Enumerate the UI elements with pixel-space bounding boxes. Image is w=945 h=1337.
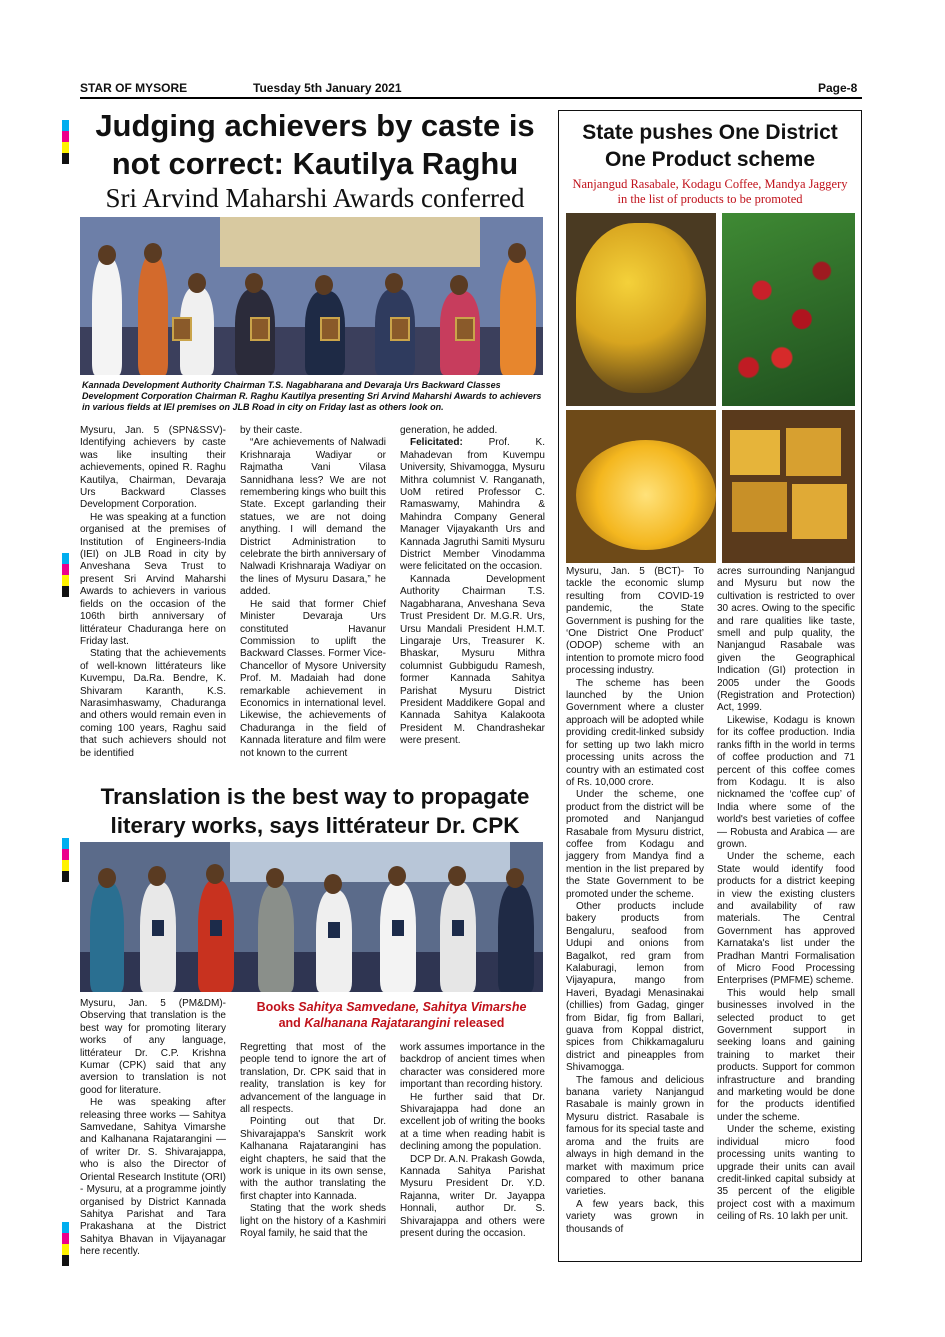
header-rule: [80, 97, 862, 99]
story3-headline-line1: State pushes One District: [582, 121, 838, 144]
paragraph: Under the scheme, existing individual micro food processing units wanting to upgrade their units can avail credit-linked capital subsidy at 35 percent of the eligible project cost with a maximum ceiling of Rs. 10 lakh per unit.: [717, 1124, 855, 1223]
story1-headline-line1: Judging achievers by caste is: [95, 108, 535, 143]
paragraph: He was speaking after releasing three works — Sahitya Samvedane, Sahitya Vimarshe and Kalhanana Rajatarangini — of writer Dr. S. Shivarajappa, who is also the Director of Oriental Research Institute (ORI) - Mysuru, at a programme jointly organised by District Kannada Sahitya Parishat and Tara Prakashana at the District Sahitya Bhavan in Vijayanagar here recently.: [80, 1097, 226, 1258]
story3-headline-line2: One Product scheme: [604, 148, 816, 171]
story1-headline-line2: not correct: Kautilya Raghu: [111, 146, 519, 181]
story1-column-1: [80, 425, 226, 760]
paragraph: Mysuru, Jan. 5 (SPN&SSV)- Identifying achievers by caste was like insulting their achievements, opined R. Raghu Kautilya, Chairman, Devaraja Urs Backward Classes Development Corporation.: [80, 425, 226, 511]
paragraph: This would help small businesses involved in the selected product to get Government support in seeking loans and gaining training to market their products. Support for common infrastructure and branding and marketing would be done for the products identified under the scheme.: [717, 987, 855, 1123]
jaggery-boiling-photo: [566, 410, 716, 563]
story3-subheadline: [560, 177, 860, 207]
paragraph: generation, he added.: [400, 425, 498, 436]
paragraph: work assumes importance in the backdrop of ancient times when character was considered more important than recording history.: [400, 1042, 545, 1091]
paragraph: The scheme has been launched by the Union Government where a cluster approach will be adopted while providing credit-linked subsidy for setting up two lakh micro processing units across the country with an estimated cost of Rs. 10,000 crore.: [566, 677, 704, 788]
story2-photo-caption: [240, 1000, 543, 1031]
caption-tail: released: [453, 1015, 505, 1030]
story3-subheadline-line1: Nanjangud Rasabale, Kodagu Coffee, Mandya Jaggery: [572, 177, 848, 191]
story3-headline: [560, 119, 860, 173]
story2-column-1: [80, 998, 226, 1259]
book-release-photo: [80, 842, 543, 992]
story2-column-2: [240, 1042, 386, 1241]
coffee-photo: [722, 213, 855, 406]
paragraph: acres surrounding Nanjangud and Mysuru but now the cultivation is restricted to over 30 acres. Owing to the specific and rare qualities like taste, smell and pulp quality, the Nanjangud Rasabale was given the Geographical Indication (GI) protection in 2005 under the Goods (Registration and Protection) Act, 1999.: [717, 566, 855, 714]
felicitated-text: Prof. K. Mahadevan from Kuvempu University, Shivamogga, Mysuru Mithra columnist V. Ranganath, UoM retired Professor C. Ramaswamy, Mahindra & Mahindra Company General Manager Vijayakanth Urs and Kannada Jagruthi Samiti Mysuru District Member Vinodamma were felicitated on the occasion.: [400, 437, 545, 573]
paragraph: DCP Dr. A.N. Prakash Gowda, Kannada Sahitya Parishat Mysuru President Dr. Y.D. Rajanna, writer Dr. Jayappa Honnali, author Dr. S. Shivarajappa and others were present during the occasion.: [400, 1153, 545, 1240]
page-number: Page-8: [818, 81, 858, 95]
story2-headline-line2: literary works, says littérateur Dr. CPK: [110, 813, 520, 838]
story3-subheadline-line2: in the list of products to be promoted: [617, 192, 803, 206]
paragraph: The famous and delicious banana variety Nanjangud Rasabale is mainly grown in Mysuru district. Rasabale is famous for its special taste and aroma and the fruits are always in high demand in the market with maximum price compared to other banana varieties.: [566, 1074, 704, 1198]
banana-photo: [566, 213, 716, 406]
story1-headline: [80, 107, 550, 183]
paper-name: STAR OF MYSORE: [80, 81, 188, 95]
story2-headline-line1: Translation is the best way to propagate: [100, 784, 530, 809]
story2-headline: [80, 782, 550, 840]
paragraph: Kannada Development Authority Chairman T.S. Nagabharana, Anveshana Seva Trust President Dr. M.G.R. Urs, Ursu Mandali President H.M.T. Lingaraje Urs, Treasurer K. Bhaskar, Mysuru Mithra columnist Gubbigudu Ramesh, former Kannada Sahitya Parishat Mysuru District President Maddikere Gopal and Kannada Sahitya Kalakoota President M. Chandrashekar were present.: [400, 573, 545, 747]
story1-subheadline: Sri Arvind Maharshi Awards conferred: [105, 183, 525, 213]
paragraph: Under the scheme, one product from the district will be promoted and Nanjangud Rasabale from Mysuru district, coffee from Kodagu and jaggery from Mandya find a mention in the list prepared by the State Government to be promoted under the scheme.: [566, 789, 704, 900]
jaggery-blocks-photo: [722, 410, 855, 563]
felicitated-label: Felicitated:: [410, 437, 463, 449]
paragraph: Stating that the work sheds light on the history of a Kashmiri Royal family, he said that the: [240, 1203, 386, 1240]
color-registration-bar: [62, 120, 69, 164]
story3-column-2: [717, 566, 855, 1224]
story1-photo-caption: Kannada Development Authority Chairman T.S. Nagabharana and Devaraja Urs Backward Classes Development Corporation Chairman R. Raghu Kautilya presenting Sri Arvind Maharshi Awards to achievers in various fields at IEI premises on JLB Road in city on Friday last as others look on.: [82, 380, 542, 412]
paragraph: He was speaking at a function organised at the premises of Institution of Engineers-India (IEI) on JLB Road in city by Anveshana Seva Trust to present Sri Arvind Maharshi Awards to achievers in various fields on the occasion of the 106th birth anniversary of littérateur Chaduranga here on Friday last.: [80, 511, 226, 647]
caption-and: and: [278, 1015, 301, 1030]
paragraph: Likewise, Kodagu is known for its coffee production. India ranks fifth in the world in terms of coffee production and 71 percent of this coffee comes from Kodagu. It is also nicknamed the ‘coffee cup’ of India where some of the world's best varieties of coffee — Robusta and Arabica — are grown.: [717, 714, 855, 850]
caption-titles: Sahitya Samvedane, Sahitya Vimarshe: [298, 1000, 527, 1014]
story3-column-1: [566, 566, 704, 1236]
color-registration-bar: [62, 838, 69, 882]
story2-column-3: [400, 1042, 545, 1241]
story1-column-3: [400, 425, 545, 748]
stage-banner: [220, 217, 480, 267]
paragraph: Regretting that most of the people tend to ignore the art of translation, Dr. CPK said that in reality, translation is key for advancement of the language in all respects.: [240, 1042, 386, 1116]
paragraph: Stating that the achievements of well-known littérateurs like Kuvempu, Da.Ra. Bendre, K. Shivaram Karanth, K.S. Narasimhaswamy, Chaduranga and others would remain even in coming 100 years, Raghu said that such achievers should not be identified: [80, 648, 226, 759]
color-registration-bar: [62, 1222, 69, 1266]
paragraph: “Are achievements of Nalwadi Krishnaraja Wadiyar or Rajmatha Vani Vilasa Sannidhana less? We are not remembering kings who built this State. Except garlanding their statues, we are not doing anything. I will demand the District Administration to celebrate the birth anniversary of Nalwadi Krishnaraja Wadiyar on the lines of Mysuru Dasara,” he added.: [240, 437, 386, 598]
caption-lead: Books: [256, 1000, 295, 1014]
paragraph: [400, 437, 545, 573]
color-registration-bar: [62, 553, 69, 597]
paragraph: He further said that Dr. Shivarajappa had done an excellent job of writing the books at a time when reading habit is declining among the population.: [400, 1091, 545, 1153]
paragraph: He said that former Chief Minister Devaraja Urs constituted Havanur Commission to uplift the Backward Classes. Former Vice-Chancellor of Mysore University Prof. M. Madaiah had done remarkable achievement in Economics in international level. Likewise, the achievements of Chaduranga in the field of Kannada literature and film were not known to the current: [240, 598, 386, 759]
issue-date: Tuesday 5th January 2021: [253, 81, 402, 95]
paragraph: Mysuru, Jan. 5 (PM&DM)- Observing that translation is the best way for promoting literary works of any language, littérateur Dr. C.P. Krishna Kumar (CPK) said that any aversion to translation is not good for literature.: [80, 998, 226, 1096]
award-ceremony-photo: [80, 217, 543, 375]
paragraph: Pointing out that Dr. Shivarajappa's Sanskrit work Kalhanana Rajatarangini has eight chapters, he said that the work is unique in its own sense, with the author translating the first chapter into Kannada.: [240, 1116, 386, 1202]
paragraph: A few years back, this variety was grown in thousands of: [566, 1198, 704, 1235]
paragraph: Other products include bakery products from Bengaluru, seafood from Udupi and onions from Bagalkot, red gram from Kalaburagi, lemon from Vijayapura, mango from Haveri, Byadagi Menasinakai (chillies) from Gadag, ginger from Bidar, fig from Ballari, guava from Koppal district, spices from Chikkamagaluru district and pineapples from Shivamogga.: [566, 900, 704, 1074]
paragraph: by their caste.: [240, 425, 303, 436]
caption-title2: Kalhanana Rajatarangini: [304, 1015, 451, 1030]
paragraph: Mysuru, Jan. 5 (BCT)- To tackle the economic slump resulting from COVID-19 pandemic, the State Government is pushing for the ‘One District One Product’ (ODOP) scheme with an intention to promote micro food processing industry.: [566, 566, 704, 677]
story1-column-2: [240, 425, 386, 760]
paragraph: Under the scheme, each State would identify food products for a district keeping in view the existing clusters and availability of raw materials. The Central Government has approved Karnataka's list under the Pradhan Mantri Formalisation of Micro Food Processing Enterprises (PMFME) scheme.: [717, 851, 855, 987]
